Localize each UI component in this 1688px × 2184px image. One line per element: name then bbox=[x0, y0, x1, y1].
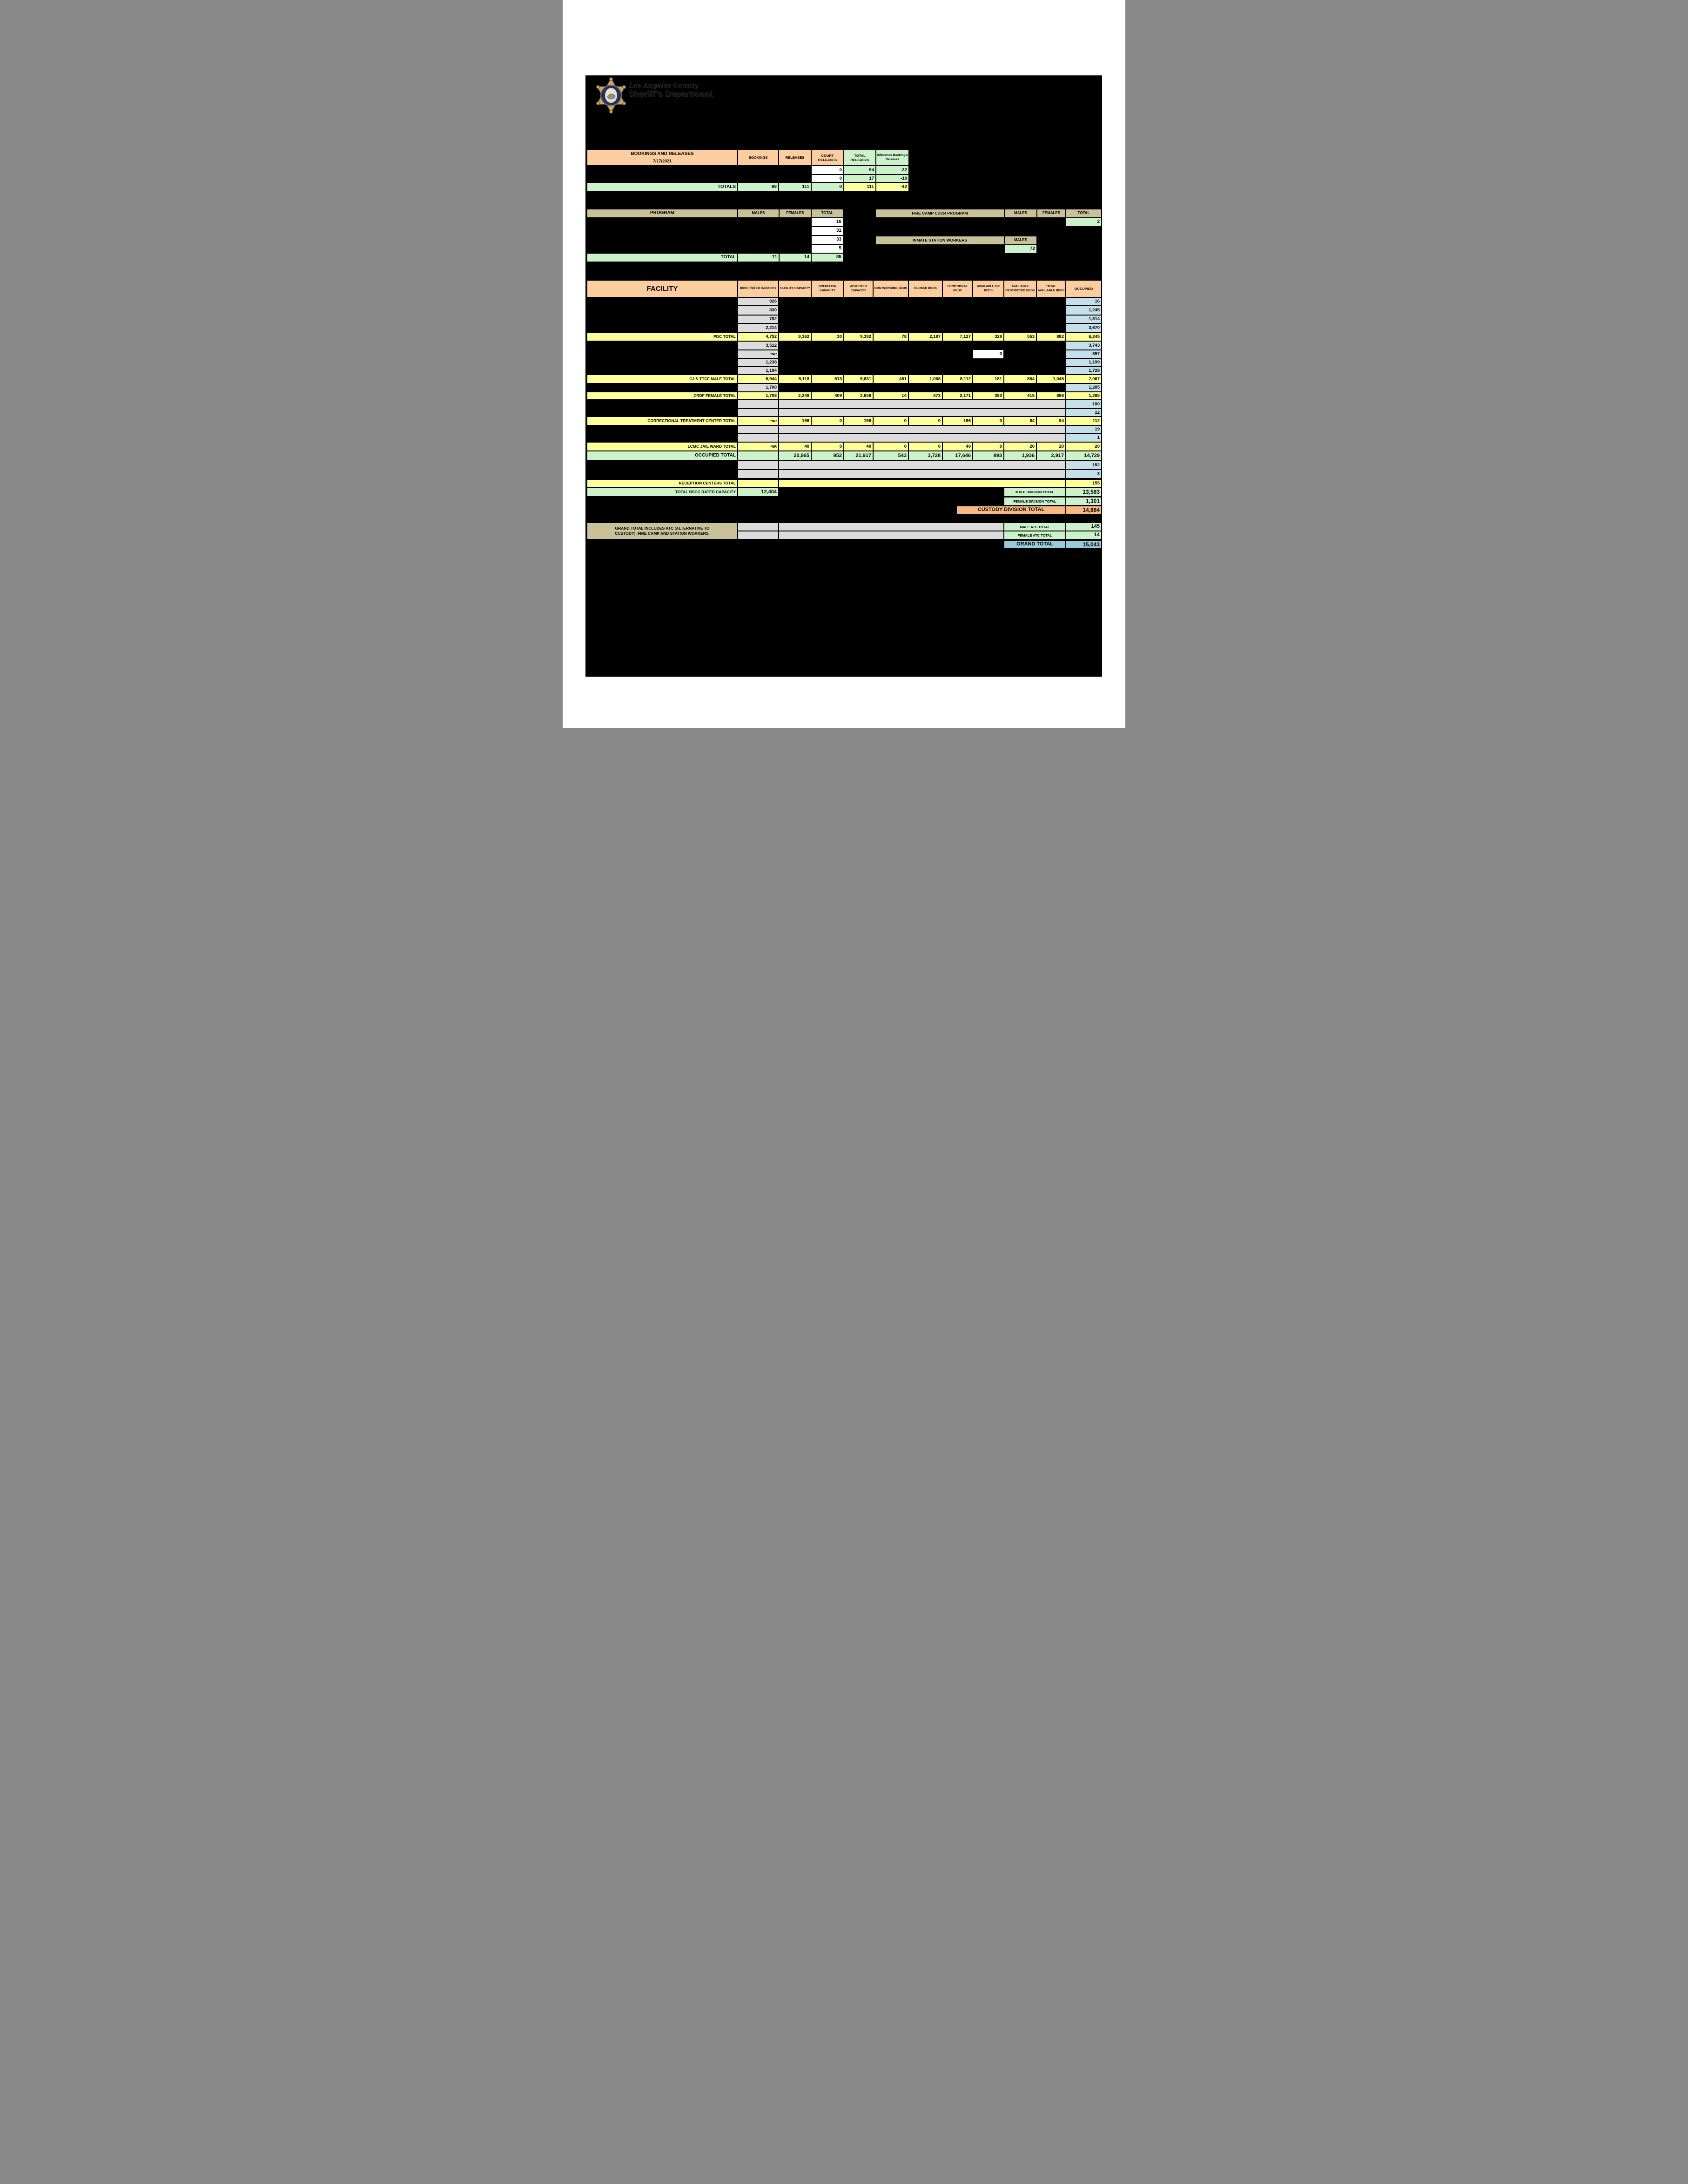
fire-camp-total-header: TOTAL bbox=[1066, 209, 1102, 218]
pdc-total-label: PDC TOTAL bbox=[587, 332, 738, 341]
total-cell: 1,285 bbox=[1066, 392, 1102, 400]
total-cell: 9,392 bbox=[844, 332, 873, 341]
occupied-header: OCCUPIED bbox=[1066, 280, 1102, 297]
bscc-cell: 1,708 bbox=[738, 383, 779, 392]
bookings-totals-court: 0 bbox=[811, 182, 844, 192]
bookings-totals-label: TOTALS bbox=[587, 182, 738, 192]
bscc-cell: 3,512 bbox=[738, 341, 779, 350]
fire-camp-females-header: FEMALES bbox=[1037, 209, 1066, 218]
ctc-total-label: CORRECTIONAL TREATMENT CENTER TOTAL bbox=[587, 417, 738, 425]
difference-header: Difference Bookings/ Releases bbox=[876, 149, 909, 166]
merged-gray-band bbox=[779, 409, 1066, 417]
difference-cell: -10 bbox=[876, 175, 909, 182]
bscc-cell bbox=[738, 470, 779, 478]
total-cell: 0 bbox=[973, 417, 1004, 425]
total-cell: 20,965 bbox=[779, 451, 811, 461]
total-cell: 952 bbox=[811, 451, 844, 461]
total-releases-cell: 94 bbox=[844, 166, 876, 175]
total-cell: 40 bbox=[779, 442, 811, 451]
bookings-totals-total-releases: 111 bbox=[844, 182, 876, 192]
total-available-beds-header: TOTAL AVAILABLE BEDS bbox=[1036, 280, 1066, 297]
occupied-cell: 1,199 bbox=[1066, 358, 1102, 367]
program-row-total: 33 bbox=[811, 235, 843, 244]
female-atc-total-value: 14 bbox=[1066, 531, 1102, 539]
program-totals-females: 14 bbox=[779, 253, 811, 262]
bookings-header: BOOKINGS bbox=[738, 149, 779, 166]
bscc-cell bbox=[738, 434, 779, 442]
logo-county-text: Los Angeles County bbox=[629, 82, 698, 89]
total-cell: 451 bbox=[873, 375, 908, 383]
total-cell: 2,249 bbox=[779, 392, 811, 400]
grand-total-note bbox=[587, 523, 738, 539]
program-females-header: FEMALES bbox=[779, 209, 811, 218]
total-cell: 5,944 bbox=[738, 375, 779, 383]
total-cell: 30 bbox=[811, 332, 844, 341]
total-bscc-label: TOTAL BSCC RATED CAPACITY bbox=[587, 488, 738, 497]
total-cell: 2,171 bbox=[942, 392, 973, 400]
facility-capacity-header: FACILITY CAPACITY bbox=[779, 280, 811, 297]
total-cell: 6,245 bbox=[1066, 332, 1102, 341]
available-gp-beds-header: AVAILABLE GP BEDS bbox=[973, 280, 1004, 297]
program-row-total: 31 bbox=[811, 227, 843, 235]
logo-department-text: Sheriff's Department bbox=[628, 89, 713, 98]
total-cell: 20 bbox=[1036, 442, 1066, 451]
male-division-total-label: MALE DIVISION TOTAL bbox=[1004, 488, 1066, 497]
total-cell: 20 bbox=[1066, 442, 1102, 451]
total-cell: 8,112 bbox=[942, 375, 973, 383]
program-row-total: 5 bbox=[811, 244, 843, 253]
bookings-date: 7/17/2021 bbox=[652, 158, 672, 163]
total-cell: 0 bbox=[873, 417, 908, 425]
occupied-cell: 1,314 bbox=[1066, 315, 1102, 323]
occupied-cell: 152 bbox=[1066, 461, 1102, 470]
bscc-cell: 2,214 bbox=[738, 323, 779, 332]
court-releases-cell: 0 bbox=[811, 175, 844, 182]
merged-gray-band bbox=[779, 461, 1066, 470]
bookings-title: BOOKINGS AND RELEASES bbox=[631, 151, 694, 157]
report-page bbox=[563, 0, 1125, 728]
gray-cell bbox=[738, 523, 779, 531]
custody-division-total-value: 14,884 bbox=[1066, 506, 1102, 514]
merged-gray-band bbox=[779, 523, 1004, 531]
station-workers-males-header: MALES bbox=[1004, 236, 1037, 245]
bscc-rated-capacity-header: BSCC RATED CAPACITY bbox=[738, 280, 779, 297]
grand-total-value: 15,043 bbox=[1066, 540, 1102, 549]
total-cell: 40 bbox=[942, 442, 973, 451]
grand-total-label: GRAND TOTAL bbox=[1004, 540, 1066, 549]
program-totals-males: 71 bbox=[738, 253, 779, 262]
total-cell: 0 bbox=[908, 417, 942, 425]
total-cell: 14,729 bbox=[1066, 451, 1102, 461]
total-cell: *NR bbox=[738, 417, 779, 425]
total-cell: 1,936 bbox=[1004, 451, 1036, 461]
bscc-cell: *NR bbox=[738, 350, 779, 358]
total-cell: 4,752 bbox=[738, 332, 779, 341]
total-cell: 7,067 bbox=[1066, 375, 1102, 383]
total-cell: 409 bbox=[811, 392, 844, 400]
bscc-cell bbox=[738, 400, 779, 409]
total-cell: 329 bbox=[973, 332, 1004, 341]
bookings-totals-releases: 111 bbox=[779, 182, 811, 192]
male-atc-total-value: 145 bbox=[1066, 523, 1102, 531]
total-cell: 9,362 bbox=[779, 332, 811, 341]
total-cell: 20 bbox=[1004, 442, 1036, 451]
total-cell: 7,127 bbox=[942, 332, 973, 341]
merged-gray-band bbox=[779, 400, 1066, 409]
bookings-totals-bookings: 69 bbox=[738, 182, 779, 192]
total-cell: 383 bbox=[973, 392, 1004, 400]
merged-gray-band bbox=[779, 470, 1066, 478]
occupied-cell: 1,285 bbox=[1066, 383, 1102, 392]
closed-beds-header: CLOSED BEDS bbox=[908, 280, 942, 297]
total-releases-cell: 17 bbox=[844, 175, 876, 182]
total-cell: 78 bbox=[873, 332, 908, 341]
occupied-cell: 3,743 bbox=[1066, 341, 1102, 350]
grand-total-note-line2: CUSTODY), FIRE CAMP AND STATION WORKERS. bbox=[615, 531, 710, 536]
total-cell: 40 bbox=[844, 442, 873, 451]
functional-beds-header: FUNCTIONAL BEDS bbox=[942, 280, 973, 297]
total-releases-header: TOTAL RELEASES bbox=[844, 149, 876, 166]
total-cell: 196 bbox=[844, 417, 873, 425]
fire-camp-title: FIRE CAMP CDCR PROGRAM bbox=[875, 209, 1004, 218]
program-totals-label: TOTAL bbox=[587, 253, 738, 262]
bscc-cell bbox=[738, 409, 779, 417]
bscc-cell: 926 bbox=[738, 297, 779, 306]
occupied-cell: 1,728 bbox=[1066, 367, 1102, 375]
total-cell: 1,045 bbox=[1036, 375, 1066, 383]
total-cell: 0 bbox=[908, 442, 942, 451]
total-cell: 155 bbox=[1066, 479, 1102, 487]
total-cell: 893 bbox=[973, 451, 1004, 461]
total-cell: 196 bbox=[779, 417, 811, 425]
station-workers-title: INMATE STATION WORKERS bbox=[875, 236, 1004, 245]
non-working-beds-header: NON WORKING BEDS bbox=[873, 280, 908, 297]
cj-ttcf-total-label: CJ & TTCF MALE TOTAL bbox=[587, 375, 738, 383]
male-division-total-value: 13,583 bbox=[1066, 488, 1102, 497]
occupied-total-label: OCCUPIED TOTAL bbox=[587, 451, 738, 461]
crdf-total-label: CRDF FEMALE TOTAL bbox=[587, 392, 738, 400]
male-atc-total-label: MALE ATC TOTAL bbox=[1004, 523, 1066, 531]
total-cell: 84 bbox=[1036, 417, 1066, 425]
occupied-cell: 100 bbox=[1066, 400, 1102, 409]
court-releases-header: COURT RELEASES bbox=[811, 149, 844, 166]
total-cell: 0 bbox=[873, 442, 908, 451]
total-cell bbox=[738, 479, 779, 487]
total-cell: 0 bbox=[811, 417, 844, 425]
lcmc-total-label: LCMC JAIL WARD TOTAL bbox=[587, 442, 738, 451]
occupied-cell: 3,670 bbox=[1066, 323, 1102, 332]
total-cell: 513 bbox=[811, 375, 844, 383]
program-row-total: 16 bbox=[811, 218, 843, 227]
total-cell: 2,917 bbox=[1036, 451, 1066, 461]
fire-camp-males-header: MALES bbox=[1004, 209, 1037, 218]
total-bscc-value: 12,404 bbox=[738, 488, 779, 497]
total-cell: 1,708 bbox=[738, 392, 779, 400]
program-title: PROGRAM bbox=[587, 209, 738, 218]
total-cell: 84 bbox=[1004, 417, 1036, 425]
merged-gray-band bbox=[779, 531, 1004, 539]
total-cell: 0 bbox=[811, 442, 844, 451]
total-cell: 2,187 bbox=[908, 332, 942, 341]
bscc-cell: 1,238 bbox=[738, 358, 779, 367]
female-division-total-value: 1,301 bbox=[1066, 497, 1102, 505]
total-cell: 1,068 bbox=[908, 375, 942, 383]
occupied-cell: 16 bbox=[1066, 297, 1102, 306]
total-cell: 14 bbox=[873, 392, 908, 400]
total-cell: 181 bbox=[973, 375, 1004, 383]
custody-division-total-label: CUSTODY DIVISION TOTAL bbox=[956, 506, 1066, 514]
bookings-totals-difference: -42 bbox=[876, 182, 909, 192]
total-cell: 864 bbox=[1004, 375, 1036, 383]
bscc-cell bbox=[738, 425, 779, 434]
female-atc-total-label: FEMALE ATC TOTAL bbox=[1004, 531, 1066, 539]
total-cell: 2,658 bbox=[844, 392, 873, 400]
occupied-cell: 1,245 bbox=[1066, 306, 1102, 315]
station-workers-males-value: 72 bbox=[1004, 245, 1037, 254]
total-cell: 9,118 bbox=[779, 375, 811, 383]
bscc-cell: 782 bbox=[738, 315, 779, 323]
total-cell: 17,646 bbox=[942, 451, 973, 461]
occupied-cell: 3 bbox=[1066, 470, 1102, 478]
total-cell: 21,917 bbox=[844, 451, 873, 461]
total-cell: 543 bbox=[873, 451, 908, 461]
total-cell: *NR bbox=[738, 442, 779, 451]
occupied-cell: 1 bbox=[1066, 434, 1102, 442]
occupied-cell: 19 bbox=[1066, 425, 1102, 434]
total-cell: 553 bbox=[1004, 332, 1036, 341]
court-releases-cell: 0 bbox=[811, 166, 844, 175]
female-division-total-label: FEMALE DIVISION TOTAL bbox=[1004, 497, 1066, 505]
program-total-header: TOTAL bbox=[811, 209, 843, 218]
bscc-cell: 1,194 bbox=[738, 367, 779, 375]
bookings-table-title-cell bbox=[587, 149, 738, 166]
bscc-cell: 830 bbox=[738, 306, 779, 315]
occupied-cell: 397 bbox=[1066, 350, 1102, 358]
bscc-cell bbox=[738, 461, 779, 470]
adjusted-capacity-header: ADJUSTED CAPACITY bbox=[844, 280, 873, 297]
reception-total-label: RECEPTION CENTERS TOTAL bbox=[587, 479, 738, 487]
merged-yellow-band bbox=[779, 479, 1066, 487]
total-cell: 415 bbox=[1004, 392, 1036, 400]
releases-header: RELEASES bbox=[779, 149, 811, 166]
total-cell: 3,728 bbox=[908, 451, 942, 461]
total-cell: 473 bbox=[908, 392, 942, 400]
total-cell bbox=[738, 451, 779, 461]
occupied-cell: 12 bbox=[1066, 409, 1102, 417]
total-cell: 886 bbox=[1036, 392, 1066, 400]
total-cell: 0 bbox=[973, 442, 1004, 451]
program-males-header: MALES bbox=[738, 209, 779, 218]
grand-total-note-line1: GRAND TOTAL INCLUDES ATC (ALTERNATIVE TO bbox=[615, 526, 710, 531]
overflow-capacity-header: OVERFLOW CAPACITY bbox=[811, 280, 844, 297]
program-totals-total: 85 bbox=[811, 253, 843, 262]
merged-gray-band bbox=[779, 425, 1066, 434]
fire-camp-total-value: 2 bbox=[1066, 218, 1102, 227]
available-restricted-beds-header: AVAILABLE RESTRICTED BEDS bbox=[1004, 280, 1036, 297]
gray-cell bbox=[738, 531, 779, 539]
available-gp-cell: 0 bbox=[973, 349, 1004, 359]
total-cell: 9,631 bbox=[844, 375, 873, 383]
facility-header: FACILITY bbox=[587, 280, 738, 297]
sheriff-badge-logo bbox=[595, 77, 627, 114]
difference-cell: -32 bbox=[876, 166, 909, 175]
merged-gray-band bbox=[779, 434, 1066, 442]
total-cell: 112 bbox=[1066, 417, 1102, 425]
total-cell: 882 bbox=[1036, 332, 1066, 341]
total-cell: 196 bbox=[942, 417, 973, 425]
